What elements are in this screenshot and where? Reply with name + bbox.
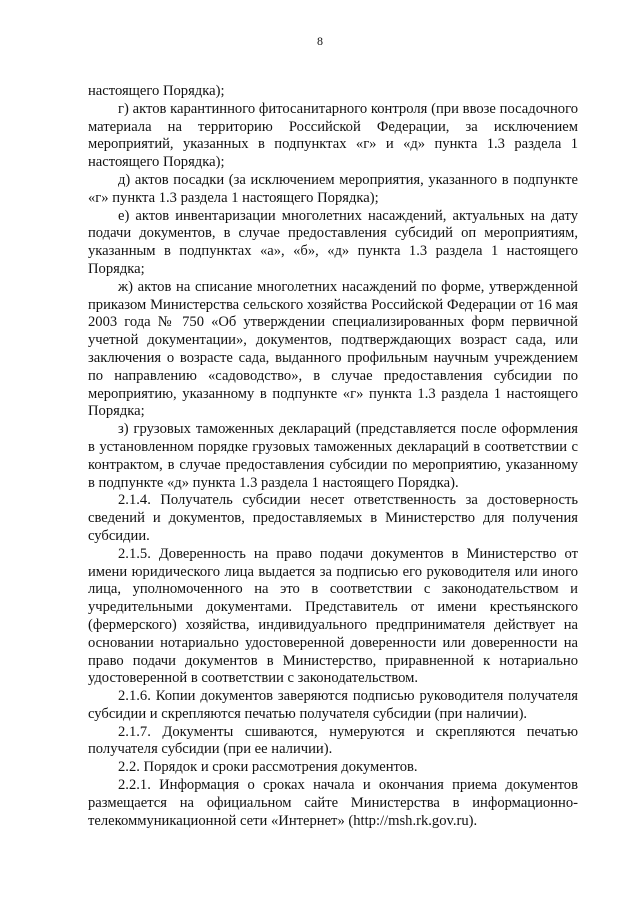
paragraph-2-1-6: 2.1.6. Копии документов заверяются подписью руководителя получателя субсидии и скрепляются печатью получателя субсидии (при наличии).: [88, 688, 578, 722]
paragraph-item-g: г) актов карантинного фитосанитарного контроля (при ввозе посадочного материала на территорию Российской Федерации, за исключением мероприятий, указанных в подпунктах «г» и «д» пункта 1.3 раздела 1 настоящего Порядка);: [88, 100, 578, 171]
paragraph-item-z: з) грузовых таможенных деклараций (представляется после оформления в установленном порядке грузовых таможенных деклараций в соответствии с контрактом, в случае предоставления субсидии по мероприятию, указанному в подпункте «д» пункта 1.3 раздела 1 настоящего Порядка).: [88, 421, 578, 491]
paragraph-2-1-7: 2.1.7. Документы сшиваются, нумеруются и скрепляются печатью получателя субсидии (при ее наличии).: [88, 723, 578, 758]
page-number: 8: [317, 34, 323, 48]
paragraph-item-e: е) актов инвентаризации многолетних насаждений, актуальных на дату подачи документов, в случае предоставления субсидий оп мероприятиям, указанным в подпунктах «а», «б», «д» пункта 1.3 раздела 1 настоящего Порядка;: [88, 207, 578, 277]
paragraph-2-1-4: 2.1.4. Получатель субсидии несет ответственность за достоверность сведений и документов, предоставляемых в Министерство для получения субсидии.: [88, 492, 578, 544]
paragraph-2-2: 2.2. Порядок и сроки рассмотрения документов.: [118, 759, 418, 776]
paragraph-item-zh: ж) актов на списание многолетних насаждений по форме, утвержденной приказом Министерства сельского хозяйства Российской Федерации от 16 мая 2003 года № 750 «Об утверждении специализированных форм первичной учетной документации», документов, подтверждающих возраст сада, или заключения о возрасте сада, выданного профильным научным учреждением по направлению «садоводство», в случае предоставления субсидии по мероприятию, указанному в подпункте «г» пункта 1.3 раздела 1 настоящего Порядка;: [88, 278, 578, 420]
paragraph-item-d: д) актов посадки (за исключением мероприятия, указанного в подпункте «г» пункта 1.3 раздела 1 настоящего Порядка);: [88, 171, 578, 206]
paragraph-2-1-5: 2.1.5. Доверенность на право подачи документов в Министерство от имени юридического лица выдается за подписью его руководителя или иного лица, уполномоченного на это в соответствии с законодательством и учредительными документами. Представитель от имени крестьянского (фермерского) хозяйства, индивидуального предпринимателя действует на основании нотариально удостоверенной доверенности или доверенности на право подачи документов в Министерство, приравненной к нотариально удостоверенной в соответствии с законодательством.: [88, 545, 578, 687]
document-body: [88, 83, 578, 830]
paragraph-continuation: настоящего Порядка);: [88, 83, 225, 99]
paragraph-2-2-1: 2.2.1. Информация о сроках начала и окончания приема документов размещается на официальном сайте Министерства в информационно-телекоммуникационной сети «Интернет» (http://msh.rk.gov.ru).: [88, 777, 578, 829]
